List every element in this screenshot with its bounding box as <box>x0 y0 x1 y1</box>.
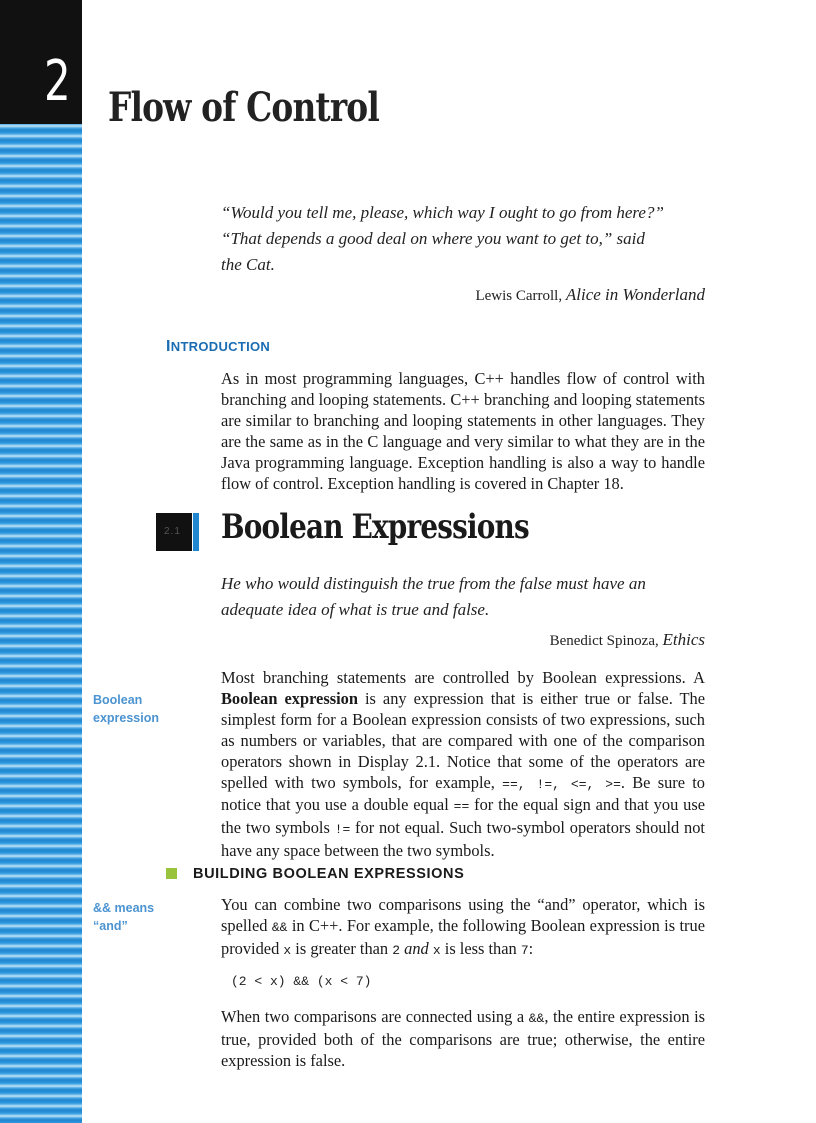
section-title: Boolean Expressions <box>221 507 529 547</box>
introduction-heading: INTRODUCTION <box>166 338 271 355</box>
epigraph-attribution: Benedict Spinoza, Ethics <box>549 630 705 649</box>
section-accent-bar <box>193 513 199 551</box>
epigraph-line: the Cat. <box>221 255 275 274</box>
key-term: Boolean expression <box>221 688 358 708</box>
chapter-number: 2 <box>44 49 71 114</box>
introduction-paragraph: As in most programming languages, C++ handles flow of control with branching and looping statements. C++ branching and looping statements are similar to branching and looping statements in other languages. They are the same as in the C language and very similar to what they are in the Java programming language. Exception handling is also a way to handle flow of control. Exception handling is covered in Chapter 18. <box>221 369 705 493</box>
margin-note-boolean-expression: Boolean expression <box>93 693 160 725</box>
section-number: 2.1 <box>164 526 181 537</box>
margin-note-and-means: && means “and” <box>93 901 155 933</box>
epigraph-line: He who would distinguish the true from the false must have an <box>221 574 646 593</box>
epigraph-attribution: Lewis Carroll, Alice in Wonderland <box>475 285 705 304</box>
boolean-paragraph: Most branching statements are controlled by Boolean expressions. A Boolean expression is any expression that is either true or false. The simplest form for a Boolean expression consists of two expressions, such as numbers or variables, that are compared with one of the comparison operators shown in Display 2.1. Notice that some of the operators are spelled with two symbols, for example, ==, !=, <=, >=. Be sure to notice that you use a double equal == for the equal sign and that you use the two symbols != for not equal. Such two-symbol operators should not have any space between the two symbols. <box>221 668 706 861</box>
attribution-work: Ethics <box>662 630 705 649</box>
chapter-number-block <box>0 0 82 124</box>
epigraph-line: “That depends a good deal on where you want to get to,” said <box>221 229 645 248</box>
chapter-title: Flow of Control <box>108 84 379 131</box>
epigraph-line: adequate idea of what is true and false. <box>221 600 490 619</box>
subsection-bullet <box>166 868 177 879</box>
attribution-work: Alice in Wonderland <box>565 285 705 304</box>
subsection-heading: BUILDING BOOLEAN EXPRESSIONS <box>193 866 465 882</box>
chapter-side-stripe <box>0 0 82 1123</box>
epigraph-line: “Would you tell me, please, which way I ought to go from here?” <box>221 203 664 222</box>
section-number-box <box>156 513 192 551</box>
and-paragraph: You can combine two comparisons using the “and” operator, which is spelled && in C++. For example, the following Boolean expression is true provided x is greater than 2 and x is less than 7: <box>221 895 705 958</box>
final-paragraph: When two comparisons are connected using a &&, the entire expression is true, provided both of the comparisons are true; otherwise, the entire expression is false. <box>221 1007 705 1070</box>
code-example: (2 < x) && (x < 7) <box>231 974 372 989</box>
